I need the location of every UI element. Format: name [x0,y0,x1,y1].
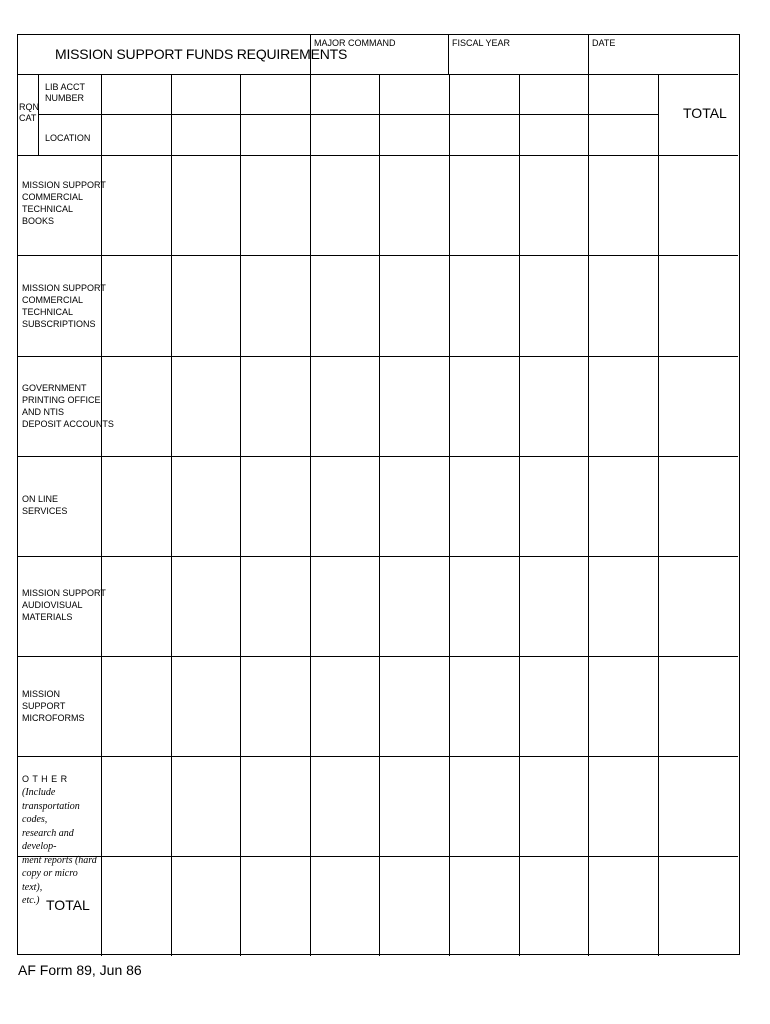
row-divider [18,255,738,256]
row-label-other [22,760,100,907]
data-column-rule [449,74,450,956]
row-label-audiovisual-materials: MISSION SUPPORT AUDIOVISUAL MATERIALS [22,588,106,622]
row-label-other-prefix: O T H E R [22,774,68,784]
header-column-rule [448,35,449,74]
row-divider [18,856,738,857]
fiscal-year-label: FISCAL YEAR [452,38,511,48]
data-column-rule [240,74,241,956]
header-divider [18,74,738,75]
total-column-header: TOTAL [683,105,727,121]
row-divider [18,155,738,156]
data-column-rule [379,74,380,956]
location-label: LOCATION [45,133,91,143]
funds-requirements-form [17,34,740,955]
row-divider [18,556,738,557]
row-label-technical-books: MISSION SUPPORT COMMERCIAL TECHNICAL BOOKS [22,180,106,226]
data-column-rule [519,74,520,956]
lib-acct-number-label: LIB ACCT NUMBER [45,82,86,103]
header-column-rule [588,35,589,74]
form-identifier: AF Form 89, Jun 86 [18,962,142,978]
data-column-rule [171,74,172,956]
data-column-rule [310,74,311,956]
row-label-microforms: MISSION SUPPORT MICROFORMS [22,689,85,723]
data-column-rule [588,74,589,956]
row-label-technical-subscriptions: MISSION SUPPORT COMMERCIAL TECHNICAL SUBSCRIPTIONS [22,283,106,329]
date-label: DATE [592,38,616,48]
row-divider [18,356,738,357]
row-divider [18,756,738,757]
row-label-total: TOTAL [46,897,90,913]
row-divider [18,656,738,657]
row-label-other-note: (Include transportation codes, research and develop- ment reports (hard copy or micro text), etc.) [22,787,97,906]
rqn-cat-label: RQN CAT [19,102,39,123]
form-title: MISSION SUPPORT FUNDS REQUIREMENTS [55,46,348,62]
row-divider [18,456,738,457]
major-command-label: MAJOR COMMAND [314,38,396,48]
total-column-rule [658,74,659,956]
row-label-online-services: ON LINE SERVICES [22,494,68,516]
id-block-divider [38,114,659,115]
row-label-gpo-ntis-deposit-accounts: GOVERNMENT PRINTING OFFICE AND NTIS DEPOSIT ACCOUNTS [22,383,114,429]
